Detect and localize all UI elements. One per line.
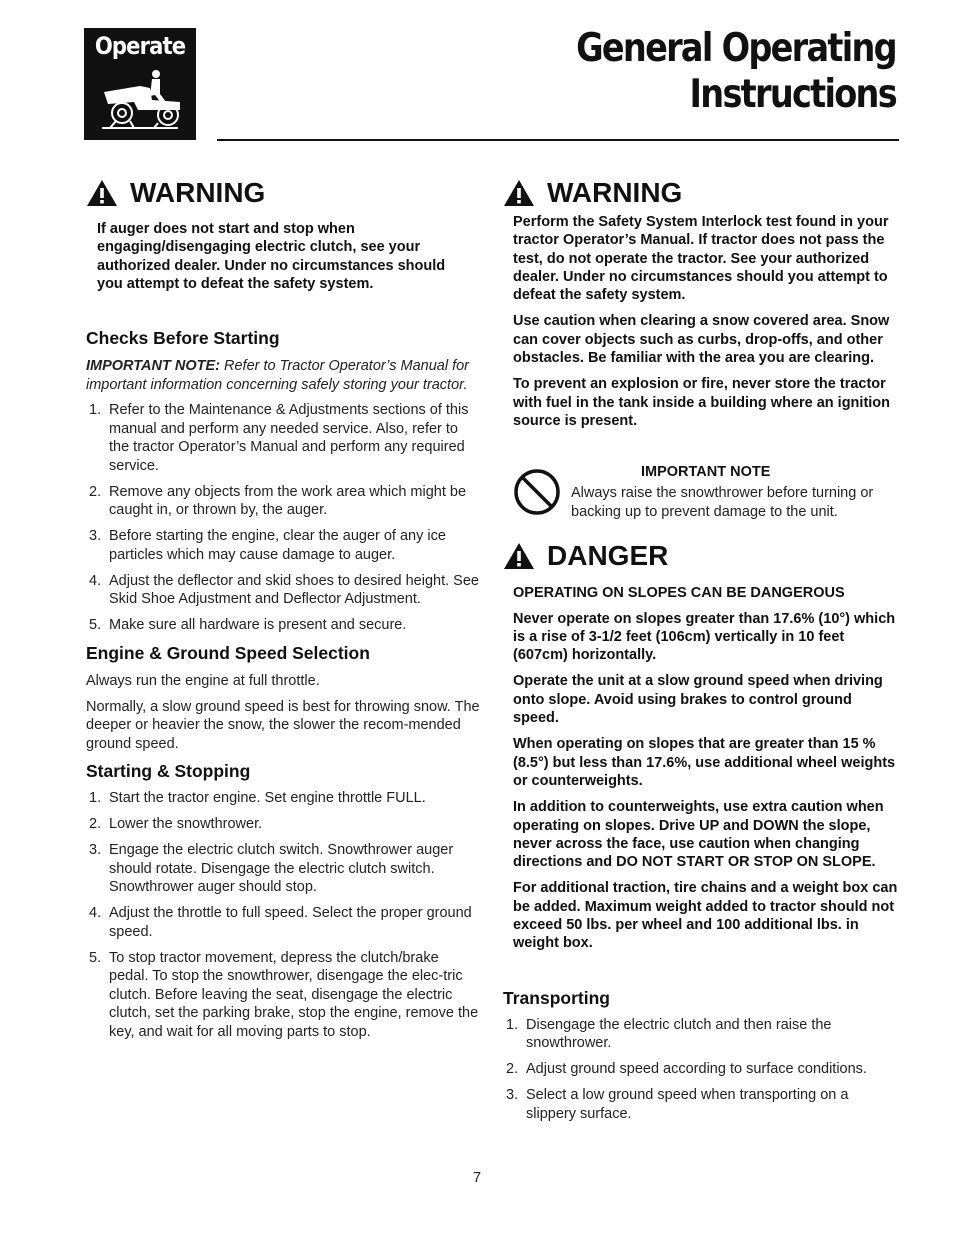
danger-paragraph-1: Never operate on slopes greater than 17.6% (10°) which is a rise of 3-1/2 feet (106cm) vertically in 10 feet (607cm) horizontally.: [513, 610, 896, 664]
warning-paragraph-2: Use caution when clearing a snow covered area. Snow can cover objects such as curbs, drop-offs, and other obstacles. Be familiar with the area you are clearing.: [513, 313, 890, 367]
warning-text: If auger does not start and stop when engaging/disengaging electric clutch, see your authorized dealer. Under no circumstances should you attempt to defeat the safety system.: [97, 221, 446, 292]
page-number: 7: [472, 1170, 482, 1186]
checks-heading: Checks Before Starting: [86, 328, 280, 349]
checks-list: [86, 401, 482, 635]
list-item: 3. Before starting the engine, clear the auger of any ice particles which may cause damage to auger.: [89, 528, 446, 563]
left-column: [86, 175, 482, 1049]
danger-paragraph-4: In addition to counterweights, use extra caution when operating on slopes. Drive UP and DOWN the slope, never across the face, use caution when changing directions and DO NOT START OR STOP ON SLOPE.: [513, 799, 884, 871]
danger-paragraph-5: For additional traction, tire chains and a weight box can be added. Maximum weight added to tractor should not exceed 50 lbs. per wheel and 100 additional lbs. in weight box.: [513, 880, 898, 952]
starting-list: [86, 789, 482, 1041]
engine-heading: Engine & Ground Speed Selection: [86, 643, 370, 664]
transporting-list: [503, 1016, 899, 1124]
danger-title: OPERATING ON SLOPES CAN BE DANGEROUS: [513, 585, 845, 602]
warning-signal-right: [503, 175, 899, 211]
warning-label: WARNING: [547, 177, 683, 208]
warning-signal-left: [86, 175, 482, 211]
list-item: 2. Adjust ground speed according to surface conditions.: [506, 1061, 867, 1078]
warning-label: WARNING: [130, 177, 266, 208]
checks-important-note: [86, 357, 482, 394]
right-column: [503, 175, 899, 1130]
page-title-line-1: General Operating: [576, 26, 896, 71]
danger-triangle-icon: [503, 542, 535, 570]
list-item: 3. Select a low ground speed when transporting on a slippery surface.: [506, 1086, 849, 1122]
warning-triangle-icon: [503, 179, 535, 207]
list-item: 4. Adjust the throttle to full speed. Select the proper ground speed.: [89, 905, 472, 940]
danger-signal: [503, 538, 899, 574]
list-item: 1. Start the tractor engine. Set engine throttle FULL.: [89, 790, 426, 807]
warning-paragraph-1: Perform the Safety System Interlock test found in your tractor Operator’s Manual. If tractor does not pass the test, do not operate the tractor. See your authorized dealer. Under no circumstances should you attempt to defeat the safety system.: [513, 214, 889, 304]
danger-label: DANGER: [547, 540, 669, 572]
transporting-heading: Transporting: [503, 987, 610, 1008]
list-item: 4. Adjust the deflector and skid shoes to desired height. See Skid Shoe Adjustment and Deflector Adjustment.: [89, 572, 479, 608]
list-item: 2. Remove any objects from the work area which might be caught in, or thrown by, the auger.: [89, 483, 467, 519]
important-note-title: IMPORTANT NOTE: [641, 464, 771, 481]
important-note-label: IMPORTANT NOTE:: [86, 358, 220, 375]
important-note-text: Refer to Tractor Operator’s Manual for important information concerning safely storing your tractor.: [86, 358, 470, 393]
danger-paragraph-2: Operate the unit at a slow ground speed when driving onto slope. Avoid using brakes to control ground speed.: [513, 673, 883, 727]
engine-paragraph-1: Always run the engine at full throttle.: [86, 673, 320, 690]
list-item: 2. Lower the snowthrower.: [89, 816, 263, 833]
list-item: 5. To stop tractor movement, depress the clutch/brake pedal. To stop the snowthrower, disengage the elec-tric clutch. Before leaving the seat, disengage the electric clutch, set the parking brake, stop the engine, remove the key, and wait for all moving parts to stop.: [89, 949, 479, 1040]
list-item: 1. Refer to the Maintenance & Adjustments sections of this manual and perform any needed service. Also, refer to the tractor Operator’s Manual and perform any required service.: [89, 402, 469, 474]
page-title-line-2: Instructions: [689, 72, 896, 117]
important-note-body: Always raise the snowthrower before turning or backing up to prevent damage to the unit.: [571, 485, 874, 520]
section-tab-label: Operate: [94, 32, 186, 60]
danger-paragraph-3: When operating on slopes that are greater than 15 % (8.5°) but less than 17.6%, use additional wheel weights or counterweights.: [513, 736, 896, 789]
list-item: 5. Make sure all hardware is present and secure.: [89, 617, 407, 634]
tractor-rider-icon: [94, 66, 186, 136]
important-note-box: [503, 464, 899, 520]
operate-section-logo: [84, 28, 196, 140]
warning-paragraph-3: To prevent an explosion or fire, never store the tractor with fuel in the tank inside a building where an ignition source is present.: [513, 376, 891, 429]
list-item: 1. Disengage the electric clutch and then raise the snowthrower.: [506, 1016, 832, 1052]
engine-paragraph-2: Normally, a slow ground speed is best for throwing snow. The deeper or heavier the snow, the slower the recom-mended ground speed.: [86, 698, 480, 752]
page-title: [576, 26, 896, 118]
list-item: 3. Engage the electric clutch switch. Snowthrower auger should rotate. Disengage the electric clutch switch. Snowthrower auger should stop.: [89, 841, 454, 896]
starting-heading: Starting & Stopping: [86, 761, 251, 782]
prohibition-icon: [513, 468, 561, 516]
warning-triangle-icon: [86, 179, 118, 207]
title-divider: [217, 139, 899, 141]
